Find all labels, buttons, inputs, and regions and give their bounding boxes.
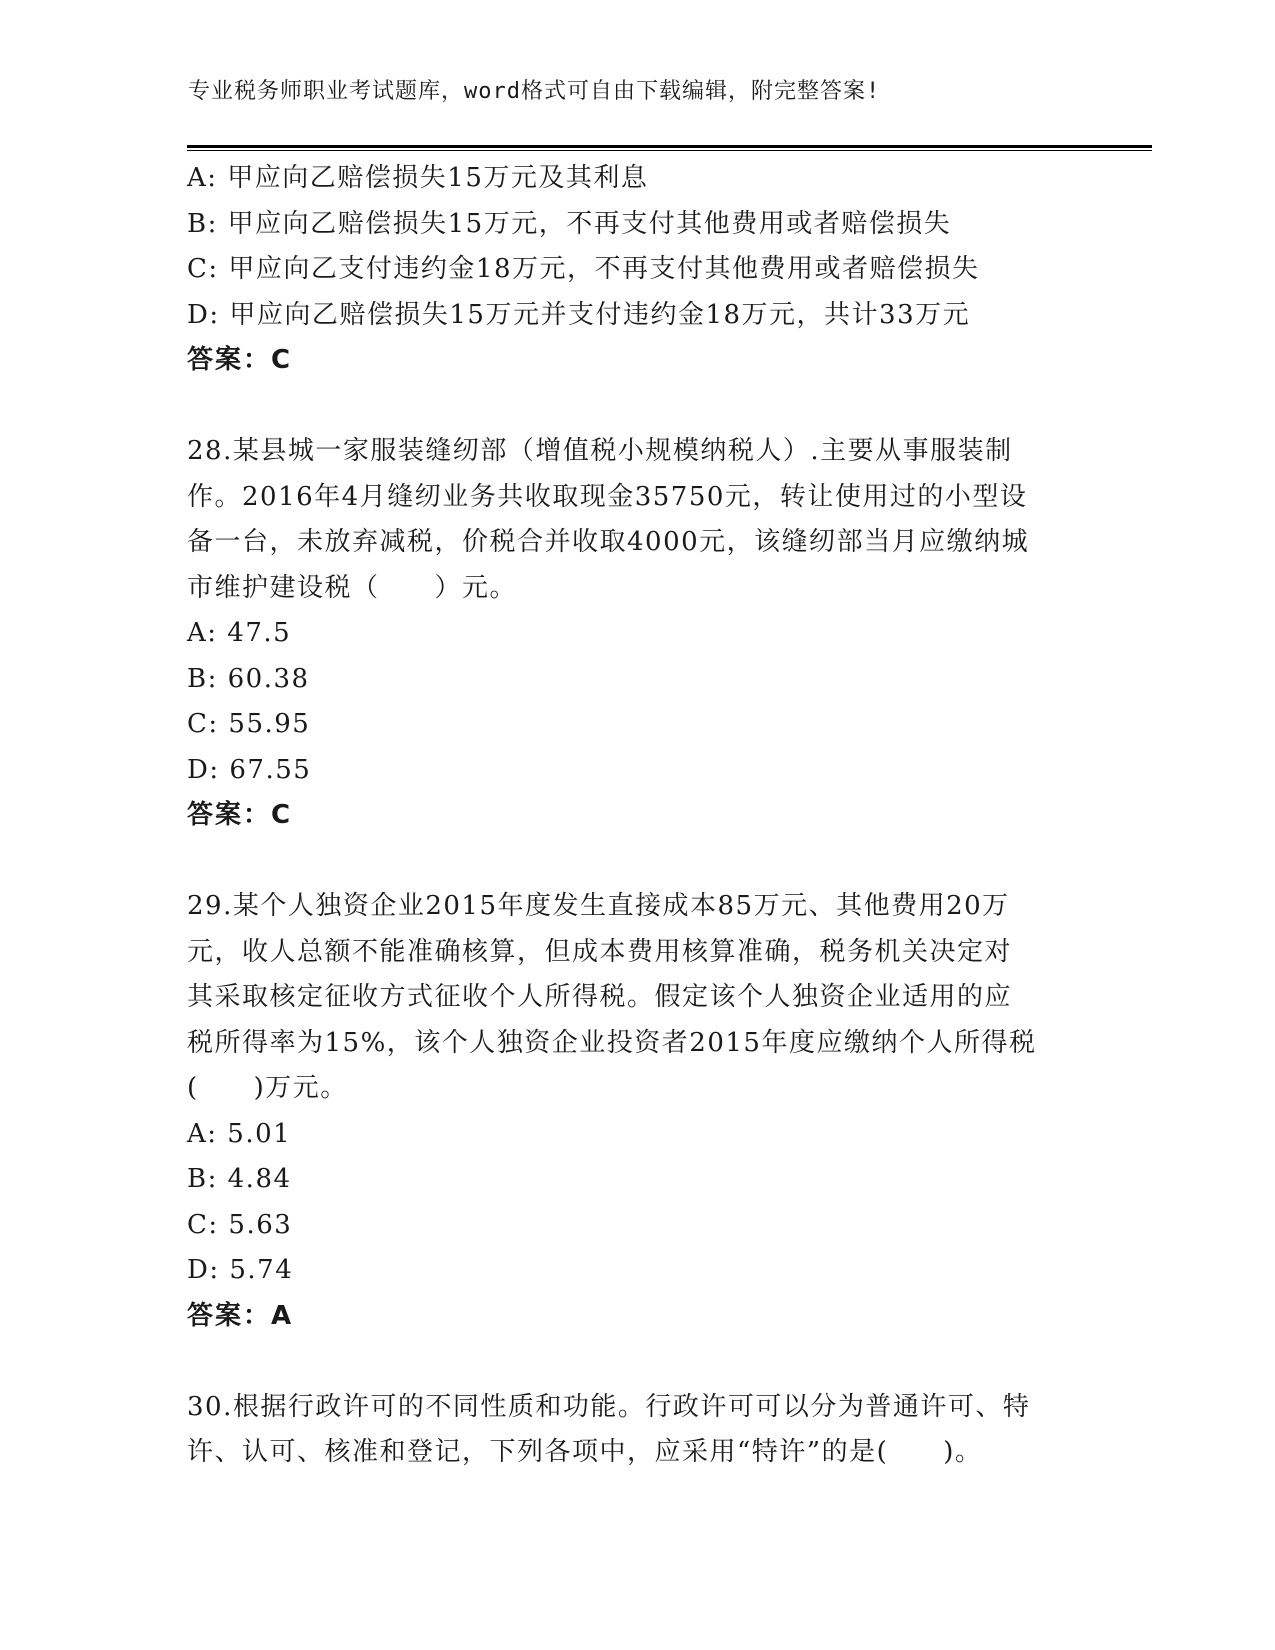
header-rule-thin — [187, 150, 1152, 151]
question-28 — [187, 429, 1087, 839]
option-c: C: 甲应向乙支付违约金18万元，不再支付其他费用或者赔偿损失 — [187, 254, 980, 284]
question-stem-line: 28.某县城一家服装缝纫部（增值税小规模纳税人）.主要从事服装制 — [187, 436, 1013, 466]
question-stem-line: ( )万元。 — [187, 1073, 348, 1103]
spacer — [187, 384, 1087, 430]
question-stem-line: 备一台，未放弃减税，价税合并收取4000元，该缝纫部当月应缴纳城 — [187, 527, 1030, 557]
question-content — [187, 156, 1087, 1476]
option-b: B: 4.84 — [187, 1164, 292, 1194]
page-header: 专业税务师职业考试题库，word格式可自由下载编辑，附完整答案! — [188, 79, 881, 104]
question-27 — [187, 156, 1087, 384]
option-a: A: 47.5 — [187, 618, 292, 648]
question-stem-line: 其采取核定征收方式征收个人所得税。假定该个人独资企业适用的应 — [187, 982, 1013, 1012]
option-a: A: 甲应向乙赔偿损失15万元及其利息 — [187, 163, 649, 193]
option-a: A: 5.01 — [187, 1118, 292, 1149]
question-30 — [187, 1385, 1087, 1476]
question-stem-line: 30.根据行政许可的不同性质和功能。行政许可可以分为普通许可、特 — [187, 1391, 1031, 1422]
option-d: D: 甲应向乙赔偿损失15万元并支付违约金18万元，共计33万元 — [187, 299, 971, 330]
question-stem-line: 作。2016年4月缝纫业务共收取现金35750元，转让使用过的小型设 — [187, 481, 1028, 512]
answer: 答案：A — [187, 1300, 294, 1331]
spacer — [187, 839, 1087, 885]
option-b: B: 甲应向乙赔偿损失15万元，不再支付其他费用或者赔偿损失 — [187, 208, 952, 239]
option-c: C: 5.63 — [187, 1209, 293, 1240]
question-29 — [187, 884, 1087, 1339]
spacer — [187, 1339, 1087, 1385]
question-stem-line: 元，收人总额不能准确核算，但成本费用核算准确，税务机关决定对 — [187, 936, 1013, 967]
question-stem-line: 税所得率为15%，该个人独资企业投资者2015年度应缴纳个人所得税 — [187, 1027, 1037, 1058]
header-rule — [187, 145, 1152, 148]
option-b: B: 60.38 — [187, 663, 310, 694]
option-c: C: 55.95 — [187, 709, 311, 739]
question-stem-line: 29.某个人独资企业2015年度发生直接成本85万元、其他费用20万 — [187, 891, 1010, 921]
option-d: D: 67.55 — [187, 754, 312, 785]
question-stem-line: 市维护建设税（ ）元。 — [187, 572, 518, 603]
answer: 答案：C — [187, 345, 293, 375]
question-stem-line: 许、认可、核准和登记，下列各项中，应采用“特许”的是( )。 — [187, 1437, 983, 1467]
answer: 答案：C — [187, 800, 293, 830]
option-d: D: 5.74 — [187, 1255, 294, 1285]
